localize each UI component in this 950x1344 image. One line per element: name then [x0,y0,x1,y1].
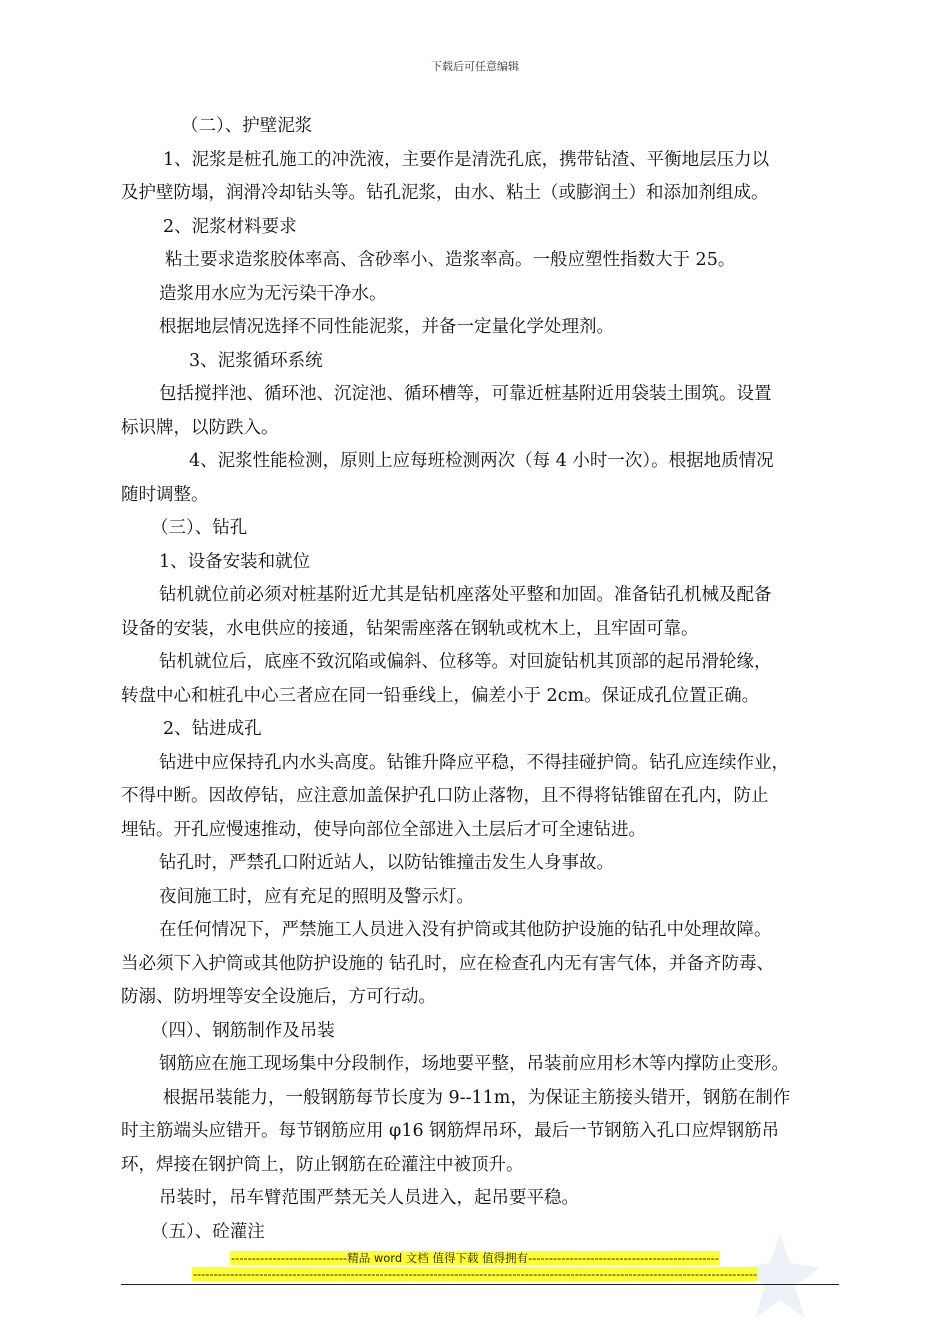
footer-band-text: ---------------------------------------------------------------------------------------------------------------------------------------- [192,1267,758,1281]
watermark-logo-icon [720,1228,840,1338]
paragraph: 粘土要求造浆胶体率高、含砂率小、造浆率高。一般应塑性指数大于 25。 [165,250,736,270]
paragraph: 环，焊接在钢护筒上，防止钢筋在砼灌注中被顶升。 [121,1154,524,1175]
subheading: 2、泥浆材料要求 [163,216,297,237]
paragraph: 防溺、防坍埋等安全设施后，方可行动。 [121,987,436,1007]
paragraph: 转盘中心和桩孔中心三者应在同一铅垂线上，偏差小于 2cm。保证成孔位置正确。 [121,685,760,706]
paragraph: 埋钻。开孔应慢速推动，使导向部位全部进入土层后才可全速钻进。 [121,819,646,840]
paragraph: 1、泥浆是桩孔施工的冲洗液，主要作是清洗孔底，携带钻渣、平衡地层压力以 [163,149,770,170]
paragraph: 钻孔时，严禁孔口附近站人，以防钻锥撞击发生人身事故。 [159,853,614,873]
paragraph: 造浆用水应为无污染干净水。 [159,283,387,304]
subheading: 2、钻进成孔 [163,719,262,739]
footer-band-text: ----------------------------精品 word 文档 值得下载 值得拥有---------------------------------------------- [231,1251,719,1265]
header-note: 下载后可任意编辑 [431,60,519,73]
footer-highlight-band [0,1267,950,1281]
document-body [121,110,839,1249]
subheading: 1、设备安装和就位 [159,551,311,572]
paragraph: 时主筋端头应错开。每节钢筋应用 φ16 钢筋焊吊环，最后一节钢筋入孔口应焊钢筋吊 [121,1121,780,1141]
footer-highlight-band [0,1250,950,1266]
paragraph: 4、泥浆性能检测，原则上应每班检测两次（每 4 小时一次）。根据地质情况 [189,451,774,471]
paragraph: 及护壁防塌，润滑冷却钻头等。钻孔泥浆，由水、粘土（或膨润土）和添加剂组成。 [121,183,769,203]
paragraph: 根据地层情况选择不同性能泥浆，并备一定量化学处理剂。 [159,317,614,337]
subheading: 3、泥浆循环系统 [189,350,323,371]
paragraph: 不得中断。因故停钻，应注意加盖保护孔口防止落物，且不得将钻锥留在孔内，防止 [121,786,769,806]
paragraph: 钻机就位后，底座不致沉陷或偏斜、位移等。对回旋钻机其顶部的起吊滑轮缘， [159,652,772,672]
paragraph: 钢筋应在施工现场集中分段制作，场地要平整，吊装前应用杉木等内撑防止变形。 [159,1054,789,1074]
paragraph: 包括搅拌池、循环池、沉淀池、循环槽等，可靠近桩基附近用袋装土围筑。设置 [159,384,772,404]
paragraph: 吊装时，吊车臂范围严禁无关人员进入，起吊要平稳。 [159,1188,579,1208]
paragraph: 钻进中应保持孔内水头高度。钻锥升降应平稳，不得挂碰护筒。钻孔应连续作业， [159,752,789,773]
section-heading: （三）、钻孔 [151,518,248,538]
paragraph: 钻机就位前必须对桩基附近尤其是钻机座落处平整和加固。准备钻孔机械及配备 [159,585,772,605]
footer-rule [121,1284,839,1285]
paragraph: 标识牌，以防跌入。 [121,417,279,438]
section-heading: （二）、护壁泥浆 [181,116,313,136]
section-heading: （四）、钢筋制作及吊装 [151,1020,335,1041]
paragraph: 设备的安装，水电供应的接通，钻架需座落在钢轨或枕木上，且牢固可靠。 [121,618,699,639]
section-heading: （五）、砼灌注 [151,1221,265,1242]
paragraph: 当必须下入护筒或其他防护设施的 钻孔时，应在检查孔内无有害气体，并备齐防毒、 [121,953,775,974]
paragraph: 夜间施工时，应有充足的照明及警示灯。 [159,886,474,907]
paragraph: 在任何情况下，严禁施工人员进入没有护筒或其他防护设施的钻孔中处理故障。 [159,920,772,940]
paragraph: 随时调整。 [121,484,209,505]
paragraph: 根据吊装能力，一般钢筋每节长度为 9--11m，为保证主筋接头错开，钢筋在制作 [163,1087,791,1108]
